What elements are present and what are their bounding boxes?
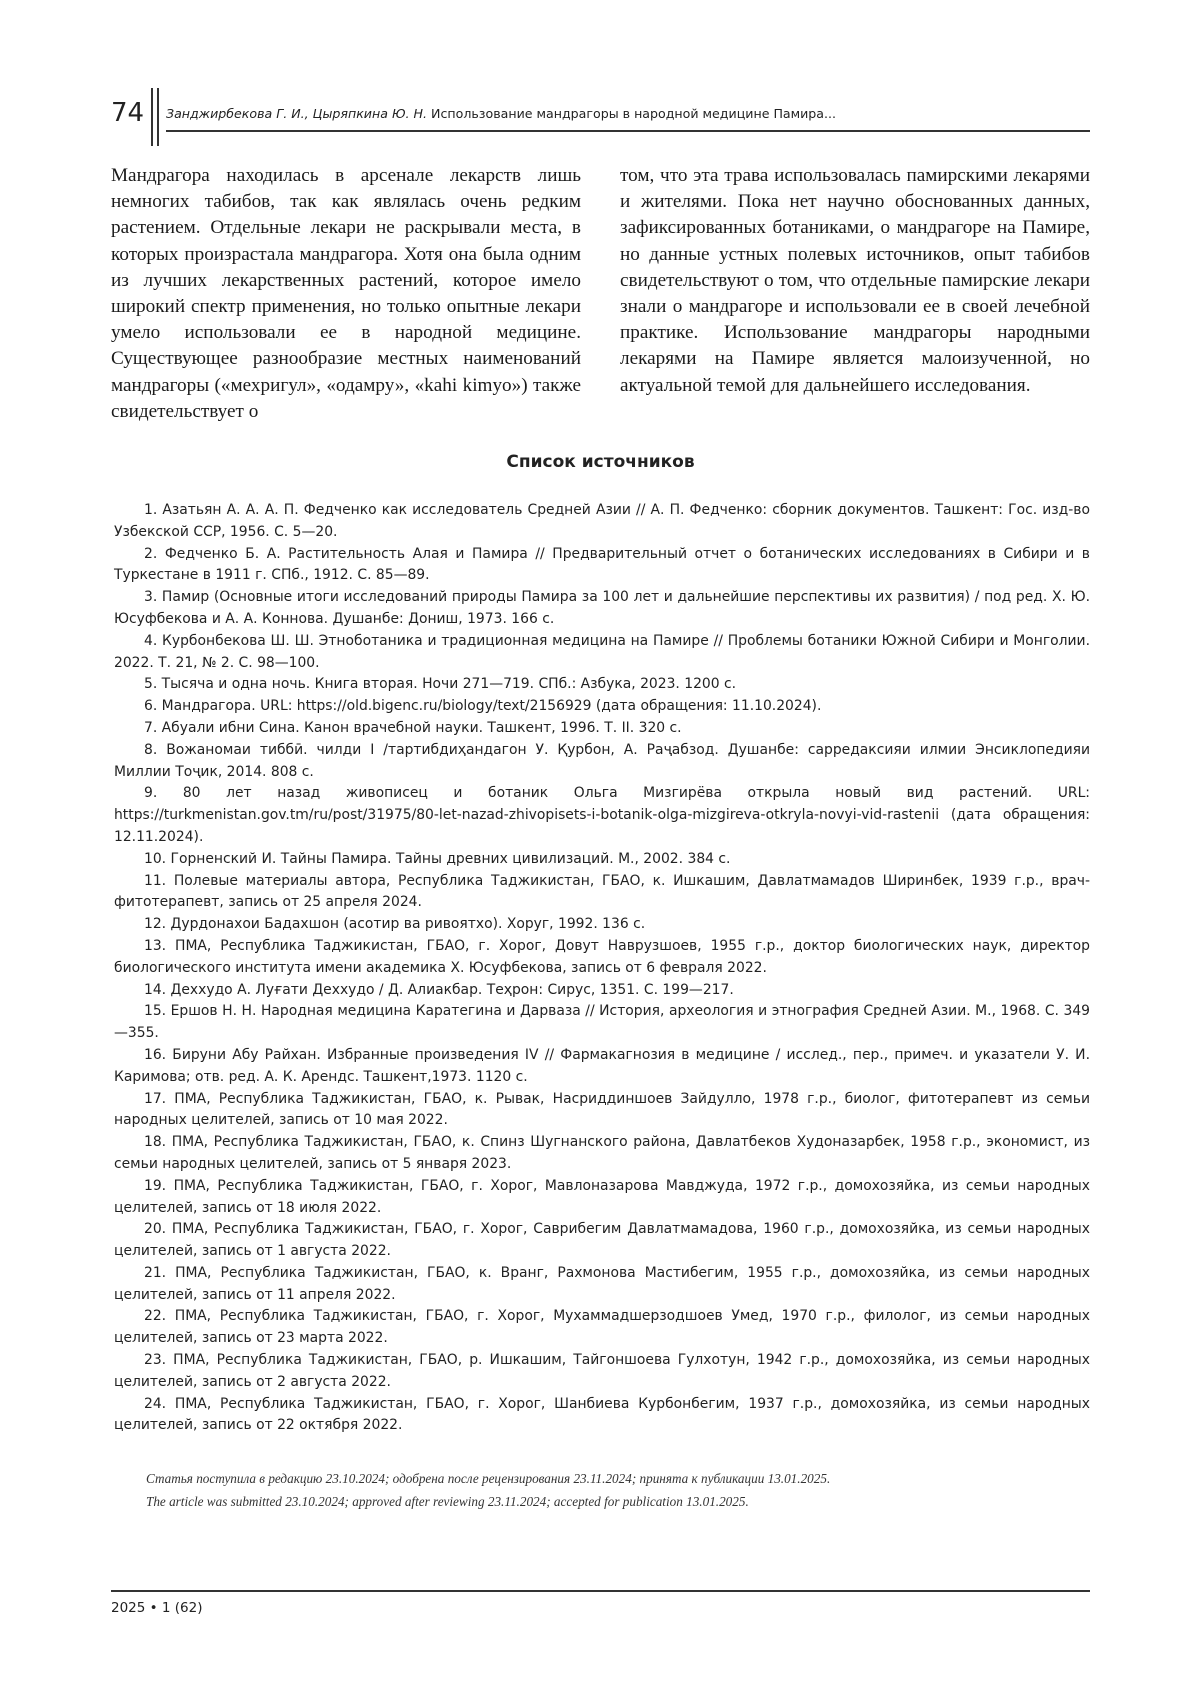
reference-item: 16. Бируни Абу Райхан. Избранные произведения IV // Фармакагнозия в медицине / исслед., пер., примеч. и указатели У. И. Каримова; отв. ред. А. К. Арендс. Ташкент,1973. 1120 с.: [114, 1046, 1090, 1085]
references-list: [114, 500, 1090, 1437]
reference-item: 24. ПМА, Республика Таджикистан, ГБАО, г. Хорог, Шанбиева Курбонбегим, 1937 г.р., домохозяйка, из семьи народных целителей, запись от 22 октября 2022.: [114, 1395, 1090, 1434]
header-authors: Занджирбекова Г. И., Цыряпкина Ю. Н.: [166, 106, 428, 121]
submission-note-en: The article was submitted 23.10.2024; approved after reviewing 23.11.2024; accepted for publication 13.01.2025.: [146, 1494, 749, 1509]
reference-item: 15. Ершов Н. Н. Народная медицина Каратегина и Дарваза // История, археология и этнография Средней Азии. М., 1968. С. 349—355.: [114, 1003, 1090, 1042]
reference-item: 3. Памир (Основные итоги исследований природы Памира за 100 лет и дальнейшие перспективы их развития) / под ред. Х. Ю. Юсуфбекова и А. А. Коннова. Душанбе: Дониш, 1973. 166 с.: [114, 589, 1090, 627]
reference-item: 18. ПМА, Республика Таджикистан, ГБАО, к. Спинз Шугнанского района, Давлатбеков Худоназарбек, 1958 г.р., экономист, из семьи народных целителей, запись от 5 января 2023.: [114, 1134, 1090, 1172]
reference-item: 17. ПМА, Республика Таджикистан, ГБАО, к. Рывак, Насриддиншоев Зайдулло, 1978 г.р., биолог, фитотерапевт из семьи народных целителей, запись от 10 мая 2022.: [114, 1090, 1090, 1129]
reference-item: 13. ПМА, Республика Таджикистан, ГБАО, г. Хорог, Довут Наврузшоев, 1955 г.р., доктор биологических наук, директор биологического института имени академика Х. Юсуфбекова, запись от 6 февраля 2022.: [114, 937, 1090, 976]
reference-item: 5. Тысяча и одна ночь. Книга вторая. Ночи 271—719. СПб.: Азбука, 2023. 1200 с.: [144, 676, 737, 693]
reference-item: 1. Азатьян А. А. А. П. Федченко как исследователь Средней Азии // А. П. Федченко: сборник документов. Ташкент: Гос. изд-во Узбекской ССР, 1956. С. 5—20.: [114, 502, 1090, 540]
reference-item: 12. Дурдонахои Бадахшон (асотир ва ривоятхо). Хоруг, 1992. 136 с.: [144, 916, 646, 933]
reference-item: 14. Деххудо А. Луғати Деххудо / Д. Алиакбар. Теҳрон: Сирус, 1351. С. 199—217.: [144, 981, 734, 998]
header-divider: [151, 88, 153, 146]
reference-item: 19. ПМА, Республика Таджикистан, ГБАО, г. Хорог, Мавлоназарова Мавджуда, 1972 г.р., домохозяйка, из семьи народных целителей, запись от 18 июля 2022.: [114, 1177, 1090, 1216]
right-column: том, что эта трава использовалась памирскими лекарями и жителями. Пока нет научно обоснованных данных, зафиксированных ботаниками, о мандрагоре на Памире, но данные устных полевых источников, опыт табибов свидетельствуют о том, что отдельные памирские лекари знали о мандрагоре и использовали ее в своей лечебной практике. Использование мандрагоры народными лекарями на Памире является малоизученной, но актуальной темой для дальнейшего исследования.: [620, 165, 1090, 396]
header-divider: [157, 88, 159, 146]
reference-item: 9. 80 лет назад живописец и ботаник Ольга Мизгирёва открыла новый вид растений. URL: https://turkmenistan.gov.tm/ru/post/31975/80-let-nazad-zhivopisets-i-botanik-olga-mizgireva-otkryla-novyi-vid-rastenii (дата обращения: 12.11.2024).: [114, 785, 1090, 845]
reference-item: 11. Полевые материалы автора, Республика Таджикистан, ГБАО, к. Ишкашим, Давлатмамадов Ширинбек, 1939 г.р., врач-фитотерапевт, запись от 25 апреля 2024.: [114, 872, 1090, 911]
running-header: [111, 94, 1090, 144]
references-title: Список источников: [506, 452, 695, 472]
submission-note-ru: Статья поступила в редакцию 23.10.2024; одобрена после рецензирования 23.11.2024; принята к публикации 13.01.2025.: [146, 1471, 831, 1486]
header-rule: [166, 130, 1090, 132]
reference-item: 6. Мандрагора. URL: https://old.bigenc.ru/biology/text/2156929 (дата обращения: 11.10.2024).: [144, 698, 822, 715]
header-article-title: Использование мандрагоры в народной медицине Памира...: [431, 106, 837, 121]
left-column: Мандрагора находилась в арсенале лекарств лишь немногих табибов, так как являлась очень редким растением. Отдельные лекари не раскрывали места, в которых произрастала мандрагора. Хотя она была одним из лучших лекарственных растений, которое имело широкий спектр применения, но только опытные лекари умело использовали ее в народной медицине. Существующее разнообразие местных наименований мандрагоры («мехригул», «одамру», «kahi kimyo») также свидетельствует о: [111, 165, 581, 422]
footer-rule: [111, 1590, 1090, 1592]
reference-item: 10. Горненский И. Тайны Памира. Тайны древних цивилизаций. М., 2002. 384 с.: [144, 850, 731, 867]
reference-item: 8. Вожаномаи тиббӣ. чилди I /тартибдиҳандагон У. Қурбон, А. Раҷабзод. Душанбе: сарредаксияи илмии Энсиклопедияи Миллии Тоҷик, 2014. 808 с.: [114, 741, 1090, 780]
header-text: [166, 106, 836, 121]
page-number: 74: [111, 98, 145, 128]
reference-item: 4. Курбонбекова Ш. Ш. Этноботаника и традиционная медицина на Памире // Проблемы ботаники Южной Сибири и Монголии. 2022. Т. 21, № 2. С. 98—100.: [114, 632, 1090, 671]
issue-number: 2025 • 1 (62): [111, 1600, 203, 1616]
reference-item: 7. Абуали ибни Сина. Канон врачебной науки. Ташкент, 1996. Т. II. 320 с.: [144, 719, 682, 736]
reference-item: 23. ПМА, Республика Таджикистан, ГБАО, р. Ишкашим, Тайгоншоева Гулхотун, 1942 г.р., домохозяйка, из семьи народных целителей, запись от 2 августа 2022.: [114, 1352, 1090, 1390]
reference-item: 2. Федченко Б. А. Растительность Алая и Памира // Предварительный отчет о ботанических исследованиях в Сибири и в Туркестане в 1911 г. СПб., 1912. С. 85—89.: [114, 545, 1090, 584]
reference-item: 22. ПМА, Республика Таджикистан, ГБАО, г. Хорог, Мухаммадшерзодшоев Умед, 1970 г.р., филолог, из семьи народных целителей, запись от 23 марта 2022.: [114, 1308, 1090, 1347]
reference-item: 20. ПМА, Республика Таджикистан, ГБАО, г. Хорог, Саврибегим Давлатмамадова, 1960 г.р., домохозяйка, из семьи народных целителей, запись от 1 августа 2022.: [114, 1221, 1090, 1260]
reference-item: 21. ПМА, Республика Таджикистан, ГБАО, к. Вранг, Рахмонова Мастибегим, 1955 г.р., домохозяйка, из семьи народных целителей, запись от 11 апреля 2022.: [114, 1264, 1090, 1303]
